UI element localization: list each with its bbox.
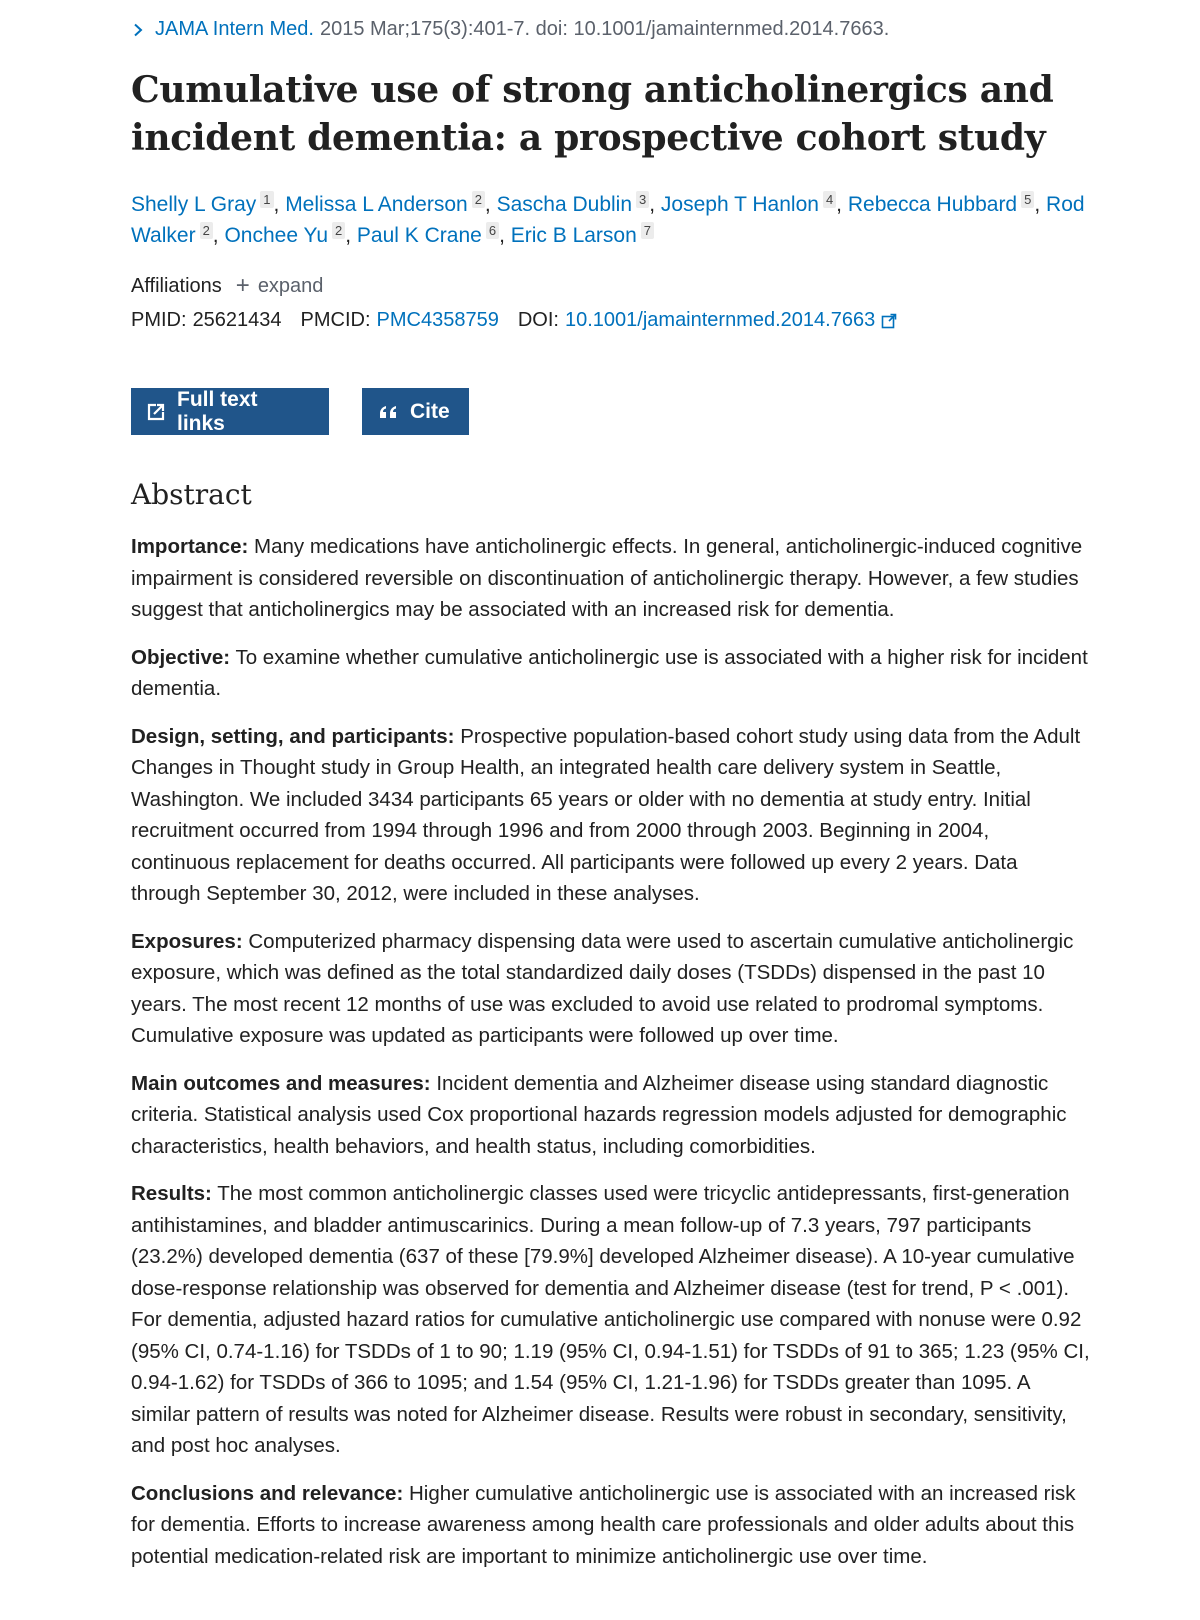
affiliation-ref[interactable]: 2 — [200, 222, 213, 239]
affiliation-ref[interactable]: 3 — [636, 191, 649, 208]
abstract-section-exposures: Exposures: Computerized pharmacy dispensing data were used to ascertain cumulative anticholinergic exposure, which was defined as the total standardized daily doses (TSDDs) dispensed in the past 10 years. The most recent 12 months of use was excluded to avoid use related to prodromal symptoms. Cumulative exposure was updated as participants were followed up over time. — [131, 929, 1074, 1047]
pmid-label: PMID: — [131, 309, 187, 331]
affiliation-ref[interactable]: 2 — [332, 222, 345, 239]
article-title: Cumulative use of strong anticholinergics and incident dementia: a prospective cohort study — [131, 69, 1054, 159]
author-link[interactable]: Rebecca Hubbard $^5$ — [848, 193, 1035, 216]
author-link[interactable]: Paul K Crane $^6$ — [357, 224, 499, 247]
pmid-value: 25621434 — [192, 309, 282, 331]
abstract-section-conclusions: Conclusions and relevance: Higher cumulative anticholinergic use is associated with an increased risk for dementia. Efforts to increase awareness among health care professionals and older adults about this potential medication-related risk are important to minimize anticholinergic use over time. — [131, 1481, 1076, 1568]
cite-label: Cite — [410, 399, 450, 423]
doi-label: DOI: — [517, 309, 559, 331]
affiliation-ref[interactable]: 1 — [260, 191, 273, 208]
affiliations-row — [131, 274, 323, 298]
author-list: Shelly L Gray $^1$ , Melissa L Anderson $^2$ , Sascha Dublin $^3$ , Joseph T Hanlon $^4$ , Rebecca Hubbard $^5$ , Rod Walker $^2$ , Onchee Yu $^2$ , Paul K Crane $^6$ , Eric B Larson $^7$ — [131, 192, 1085, 247]
expand-affiliations-button[interactable] — [236, 274, 324, 298]
author-link[interactable]: Eric B Larson $^7$ — [511, 224, 654, 247]
affiliation-ref[interactable]: 6 — [486, 222, 499, 239]
chevron-right-icon — [131, 23, 145, 37]
affiliations-label: Affiliations — [131, 274, 222, 297]
author-link[interactable]: Onchee Yu $^2$ — [224, 224, 345, 247]
cite-button[interactable] — [362, 388, 469, 435]
external-link-icon — [881, 313, 897, 329]
affiliation-ref[interactable]: 2 — [472, 191, 485, 208]
abstract-heading: Abstract — [131, 478, 252, 511]
pmcid-link[interactable]: PMC4358759 — [376, 309, 499, 331]
author-link[interactable]: Rod Walker $^2$ — [131, 193, 1085, 247]
abstract-section-importance: Importance: Many medications have anticholinergic effects. In general, anticholinergic-induced cognitive impairment is considered reversible on discontinuation of anticholinergic therapy. However, a few studies suggest that anticholinergics may be associated with an increased risk for dementia. — [131, 535, 1083, 621]
identifiers-row — [131, 309, 897, 332]
abstract-section-design: Design, setting, and participants: Prospective population-based cohort study using data from the Adult Changes in Thought study in Group Health, an integrated health care delivery system in Seattle, Washington. We included 3434 participants 65 years or older with no dementia at study entry. Initial recruitment occurred from 1994 through 1996 and from 2000 through 2003. Beginning in 2004, continuous replacement for deaths occurred. All participants were followed up every 2 years. Data through September 30, 2012, were included in these analyses. — [131, 724, 1081, 905]
abstract-section-outcomes: Main outcomes and measures: Incident dementia and Alzheimer disease using standard diagnostic criteria. Statistical analysis used Cox proportional hazards regression models adjusted for demographic characteristics, health behaviors, and health status, including comorbidities. — [131, 1071, 1067, 1158]
abstract-section-results: Results: The most common anticholinergic classes used were tricyclic antidepressants, first-generation antihistamines, and bladder antimuscarinics. During a mean follow-up of 7.3 years, 797 participants (23.2%) developed dementia (637 of these [79.9%] developed Alzheimer disease). A 10-year cumulative dose-response relationship was observed for dementia and Alzheimer disease (test for trend, P < .001). For dementia, adjusted hazard ratios for cumulative anticholinergic use compared with nonuse were 0.92 (95% CI, 0.74-1.16) for TSDDs of 1 to 90; 1.19 (95% CI, 0.94-1.51) for TSDDs of 91 to 365; 1.23 (95% CI, 0.94-1.62) for TSDDs of 366 to 1095; and 1.54 (95% CI, 1.21-1.96) for TSDDs greater than 1095. A similar pattern of results was noted for Alzheimer disease. Results were robust in secondary, sensitivity, and post hoc analyses. — [131, 1182, 1090, 1457]
plus-icon: + — [235, 272, 250, 299]
pmcid-label: PMCID: — [300, 309, 371, 331]
affiliation-ref[interactable]: 4 — [823, 191, 836, 208]
author-link[interactable]: Shelly L Gray $^1$ — [131, 193, 274, 216]
affiliation-ref[interactable]: 5 — [1021, 191, 1034, 208]
doi-link[interactable]: 10.1001/jamainternmed.2014.7663 — [564, 309, 876, 331]
expand-label: expand — [257, 274, 324, 297]
journal-citation — [131, 18, 889, 41]
full-text-links-button[interactable] — [131, 388, 329, 435]
full-text-links-label: Full text links — [177, 387, 258, 435]
journal-link[interactable]: JAMA Intern Med. — [155, 18, 314, 40]
abstract-body — [131, 531, 1091, 1588]
author-link[interactable]: Melissa L Anderson $^2$ — [285, 193, 485, 216]
quote-icon — [378, 404, 398, 420]
external-link-box-icon — [147, 403, 165, 421]
author-link[interactable]: Sascha Dublin $^3$ — [497, 193, 650, 216]
author-link[interactable]: Joseph T Hanlon $^4$ — [661, 193, 836, 216]
affiliation-ref[interactable]: 7 — [641, 222, 654, 239]
citation-details: 2015 Mar;175(3):401-7. doi: 10.1001/jamainternmed.2014.7663. — [319, 18, 890, 40]
abstract-section-objective: Objective: To examine whether cumulative anticholinergic use is associated with a higher risk for incident dementia. — [131, 645, 1088, 700]
